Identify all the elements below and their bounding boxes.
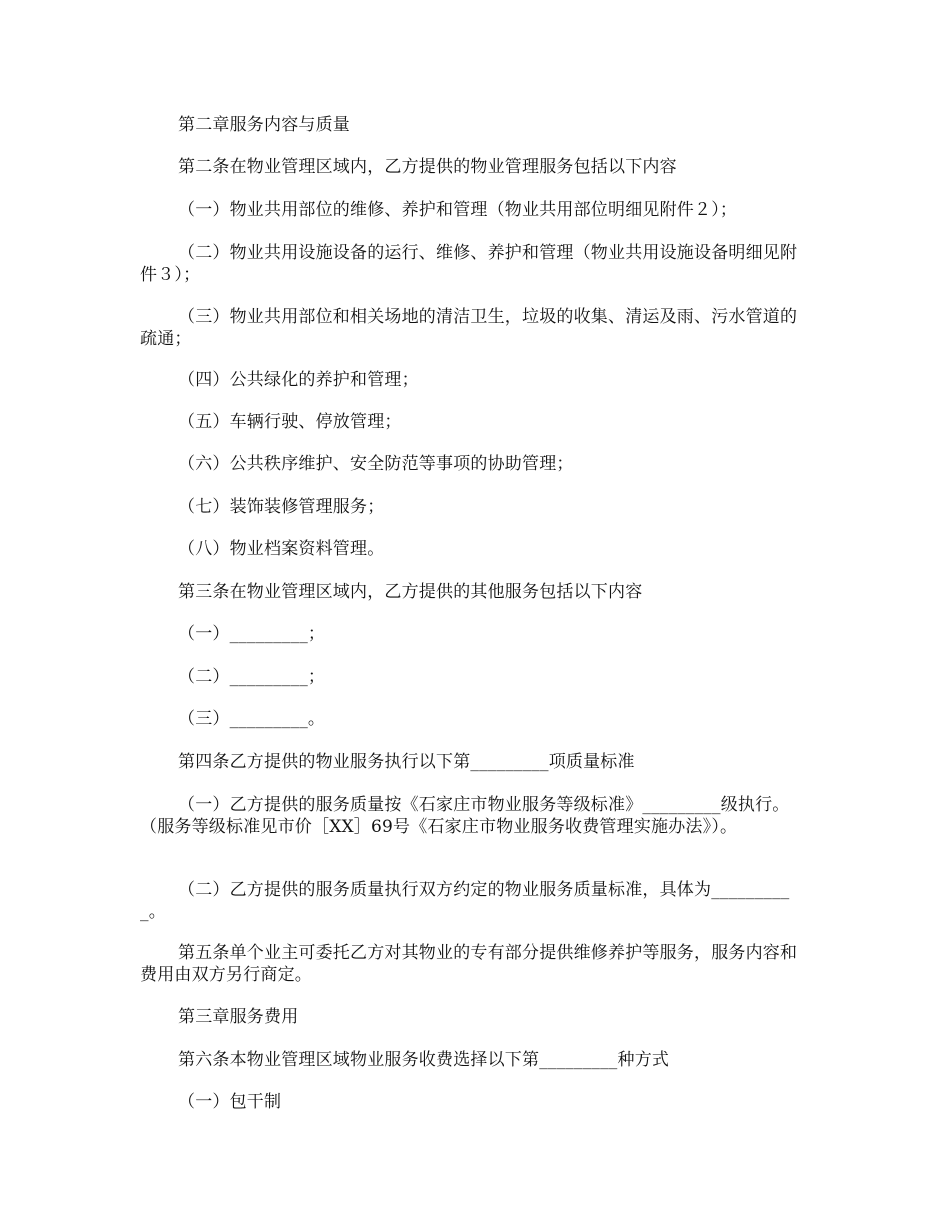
list-item: （二）物业共用设施设备的运行、维修、养护和管理（物业共用设施设备明细见附件３）； [140,243,798,285]
list-item: （六）公共秩序维护、安全防范等事项的协助管理； [178,454,574,474]
list-item: （三）物业共用部位和相关场地的清洁卫生，垃圾的收集、清运及雨、污水管道的疏通； [140,307,798,349]
chapter-title: 第三章服务费用 [178,1007,299,1027]
article-heading: 第二条在物业管理区域内，乙方提供的物业管理服务包括以下内容 [178,157,677,177]
list-item: （七）装饰装修管理服务； [178,497,385,517]
article-heading: 第三条在物业管理区域内，乙方提供的其他服务包括以下内容 [178,582,643,602]
article-heading: 第六条本物业管理区域物业服务收费选择以下第_________种方式 [178,1050,670,1070]
list-item: （一）包干制 [178,1092,282,1112]
article-heading: 第四条乙方提供的物业服务执行以下第_________项质量标准 [178,752,635,772]
chapter-title: 第二章服务内容与质量 [178,115,350,135]
list-item: （一）_________； [178,624,326,644]
list-item: （二）乙方提供的服务质量执行双方约定的物业服务质量标准，具体为__________。 [140,880,790,922]
list-item: （一）乙方提供的服务质量按《石家庄市物业服务等级标准》_________级执行。（服务等级标准见市价［XX］69号《石家庄市物业服务收费管理实施办法》）。 [140,795,790,837]
list-item: （一）物业共用部位的维修、养护和管理（物业共用部位明细见附件２）； [178,200,738,220]
list-item: （三）_________。 [178,709,326,729]
list-item: （八）物业档案资料管理。 [178,539,385,559]
list-item: （四）公共绿化的养护和管理； [178,370,419,390]
article-paragraph: 第五条单个业主可委托乙方对其物业的专有部分提供维修养护等服务，服务内容和费用由双方另行商定。 [140,943,798,985]
list-item: （二）_________； [178,667,326,687]
list-item: （五）车辆行驶、停放管理； [178,412,402,432]
